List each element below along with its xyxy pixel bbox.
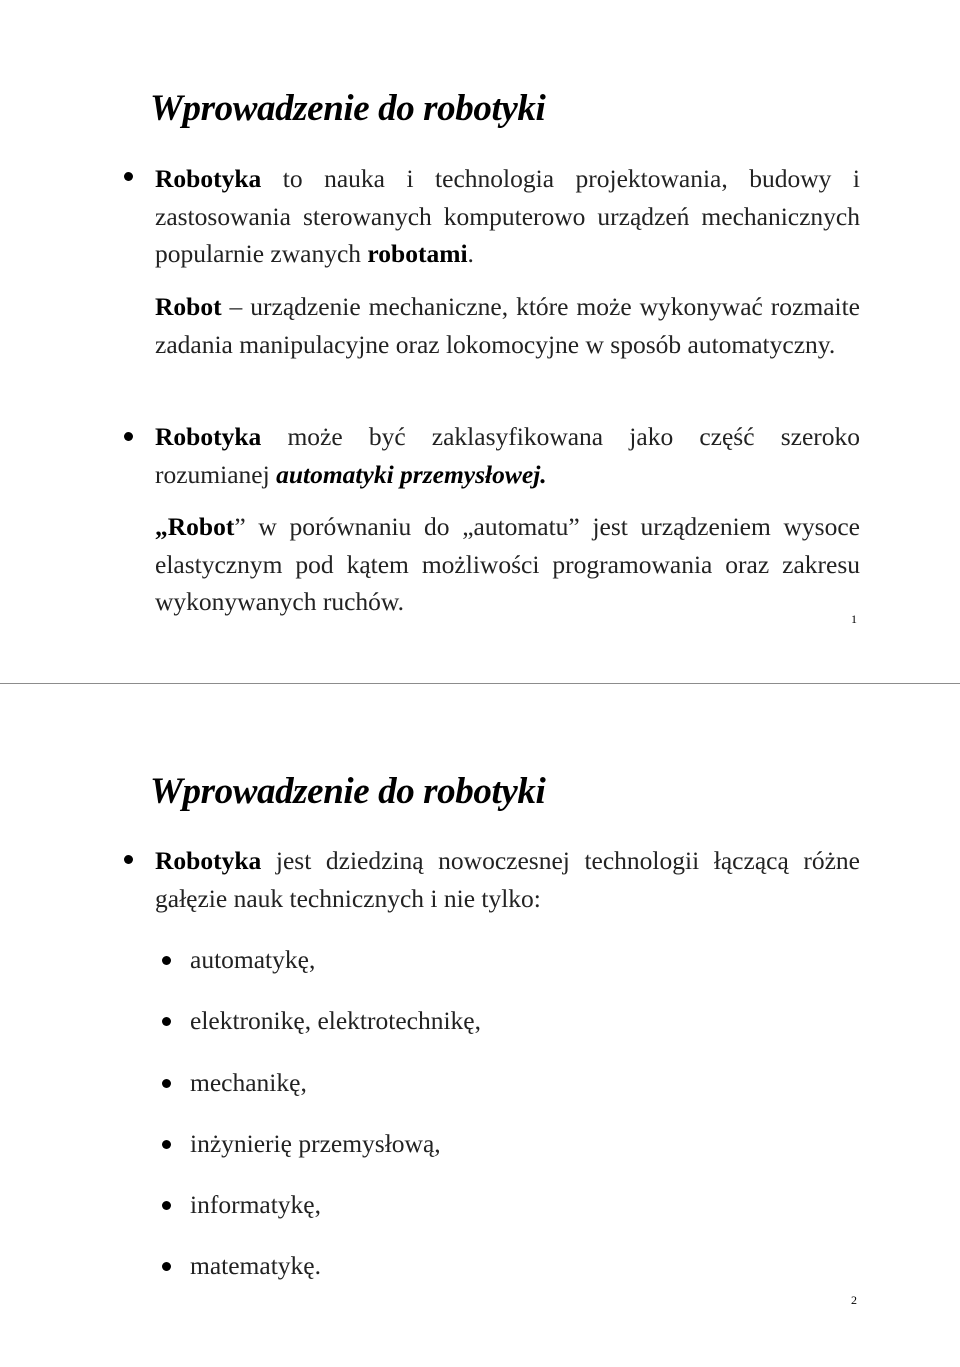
emphasis: automatyki przemysłowej. bbox=[276, 459, 547, 489]
list-item: automatykę, bbox=[190, 945, 316, 974]
list-item: elektronikę, elektrotechnikę, bbox=[190, 1006, 481, 1035]
text: to nauka i technologia projektowania, budowy i zastosowania sterowanych komputerowo urządzeń mechanicznych popularnie zwanych bbox=[155, 164, 860, 268]
term: Robotyka bbox=[155, 846, 262, 875]
bullet-icon bbox=[124, 432, 133, 441]
slide-title: Wprowadzenie do robotyki bbox=[150, 771, 546, 812]
text: może być zaklasyfikowana jako część szeroko rozumianej bbox=[155, 422, 860, 489]
term: Robotyka bbox=[155, 422, 262, 451]
list-item: inżynierię przemysłową, bbox=[190, 1129, 441, 1158]
paragraph-robot-vs-automat bbox=[155, 508, 860, 621]
bullet-icon bbox=[124, 172, 133, 181]
slide-title: Wprowadzenie do robotyki bbox=[150, 88, 546, 129]
quote-mark: „ bbox=[155, 512, 168, 541]
text: . bbox=[467, 239, 474, 268]
list-item: mechanikę, bbox=[190, 1068, 307, 1097]
term bbox=[155, 512, 234, 541]
term: robotami bbox=[367, 239, 468, 268]
paragraph-robot-definition bbox=[155, 288, 860, 363]
paragraph-robotyka-field bbox=[155, 842, 860, 917]
bullet-icon bbox=[124, 855, 133, 864]
bullet-icon bbox=[162, 1262, 171, 1271]
text: – urządzenie mechaniczne, które może wykonywać rozmaite zadania manipulacyjne oraz lokomocyjne w sposób automatyczny. bbox=[155, 292, 860, 359]
bullet-icon bbox=[162, 1017, 171, 1026]
bullet-icon bbox=[162, 1140, 171, 1149]
slide-1 bbox=[0, 0, 960, 683]
bullet-icon bbox=[162, 1079, 171, 1088]
paragraph-robotyka-definition bbox=[155, 160, 860, 273]
bullet-icon bbox=[162, 956, 171, 965]
slide-divider bbox=[0, 683, 960, 684]
list-item: matematykę. bbox=[190, 1251, 321, 1280]
bullet-icon bbox=[162, 1201, 171, 1210]
term: Robot bbox=[155, 292, 222, 321]
term-text: Robot bbox=[167, 512, 235, 541]
term: Robotyka bbox=[155, 164, 262, 193]
page-number: 2 bbox=[851, 1293, 857, 1307]
text: ” w porównaniu do „automatu” jest urządzeniem wysoce elastycznym pod kątem możliwości programowania oraz zakresu wykonywanych ruchów. bbox=[155, 512, 860, 616]
paragraph-classification bbox=[155, 418, 860, 493]
page-number: 1 bbox=[851, 612, 857, 626]
text: jest dziedziną nowoczesnej technologii łączącą różne gałęzie nauk technicznych i nie tylko: bbox=[155, 846, 860, 913]
slide-2 bbox=[0, 685, 960, 1367]
list-item: informatykę, bbox=[190, 1190, 321, 1219]
